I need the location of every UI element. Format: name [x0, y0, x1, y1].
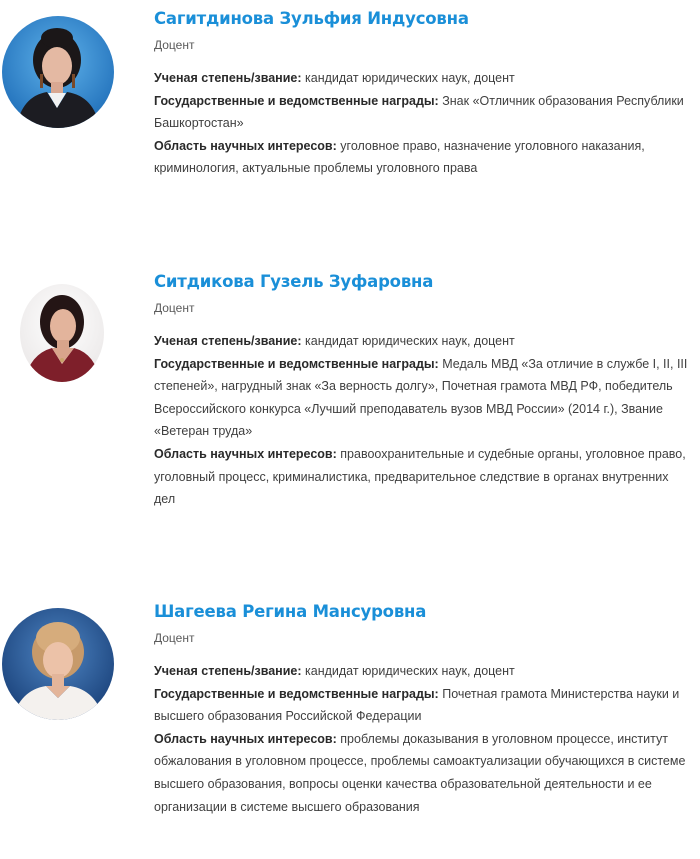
staff-details [154, 67, 690, 180]
awards-line [154, 90, 690, 135]
interests-label: Область научных интересов: [154, 731, 337, 746]
staff-details [154, 660, 690, 818]
awards-line [154, 683, 690, 728]
awards-label: Государственные и ведомственные награды: [154, 356, 439, 371]
degree-label: Ученая степень/звание: [154, 71, 302, 85]
interests-line [154, 443, 690, 511]
portrait-photo [2, 16, 114, 128]
staff-position: Доцент [154, 631, 195, 645]
interests-line [154, 728, 690, 818]
staff-position: Доцент [154, 38, 195, 52]
staff-name-link[interactable]: Ситдикова Гузель Зуфаровна [154, 272, 434, 291]
interests-value: проблемы доказывания в уголовном процессе, институт обжалования в уголовном процессе, проблемы самоактуализации обучающихся в системе высшего образования, вопросы оценки качества образовательной деятельности и ее организации в системе высшего образования [154, 731, 686, 814]
interests-value: правоохранительные и судебные органы, уголовное право, уголовный процесс, криминалистика, предварительное следствие в органах внутренних дел [154, 446, 686, 507]
staff-info [154, 8, 690, 180]
awards-line [154, 353, 690, 443]
portrait-photo [2, 608, 114, 720]
degree-value: кандидат юридических наук, доцент [305, 664, 515, 678]
degree-line [154, 67, 690, 90]
awards-value: Почетная грамота Министерства науки и высшего образования Российской Федерации [154, 686, 680, 724]
degree-value: кандидат юридических наук, доцент [305, 71, 515, 85]
awards-value: Медаль МВД «За отличие в службе I, II, III степеней», нагрудный знак «За верность долгу», Почетная грамота МВД РФ, победитель Всероссийского конкурса «Лучший преподаватель вузов МВД России» (2014 г.), Звание «Ветеран труда» [154, 356, 688, 439]
staff-info [154, 271, 690, 511]
interests-value: уголовное право, назначение уголовного наказания, криминология, актуальные проблемы уголовного права [154, 138, 645, 176]
staff-info [154, 601, 690, 818]
interests-line [154, 135, 690, 180]
interests-label: Область научных интересов: [154, 446, 337, 461]
staff-name-link[interactable]: Сагитдинова Зульфия Индусовна [154, 9, 469, 28]
staff-details [154, 330, 690, 511]
interests-label: Область научных интересов: [154, 138, 337, 153]
awards-label: Государственные и ведомственные награды: [154, 686, 439, 701]
awards-label: Государственные и ведомственные награды: [154, 93, 439, 108]
staff-position: Доцент [154, 301, 195, 315]
degree-line [154, 660, 690, 683]
degree-label: Ученая степень/звание: [154, 664, 302, 678]
degree-line [154, 330, 690, 353]
portrait-photo [20, 284, 104, 382]
awards-value: Знак «Отличник образования Республики Башкортостан» [154, 93, 684, 131]
degree-label: Ученая степень/звание: [154, 334, 302, 348]
staff-name-link[interactable]: Шагеева Регина Мансуровна [154, 602, 427, 621]
degree-value: кандидат юридических наук, доцент [305, 334, 515, 348]
